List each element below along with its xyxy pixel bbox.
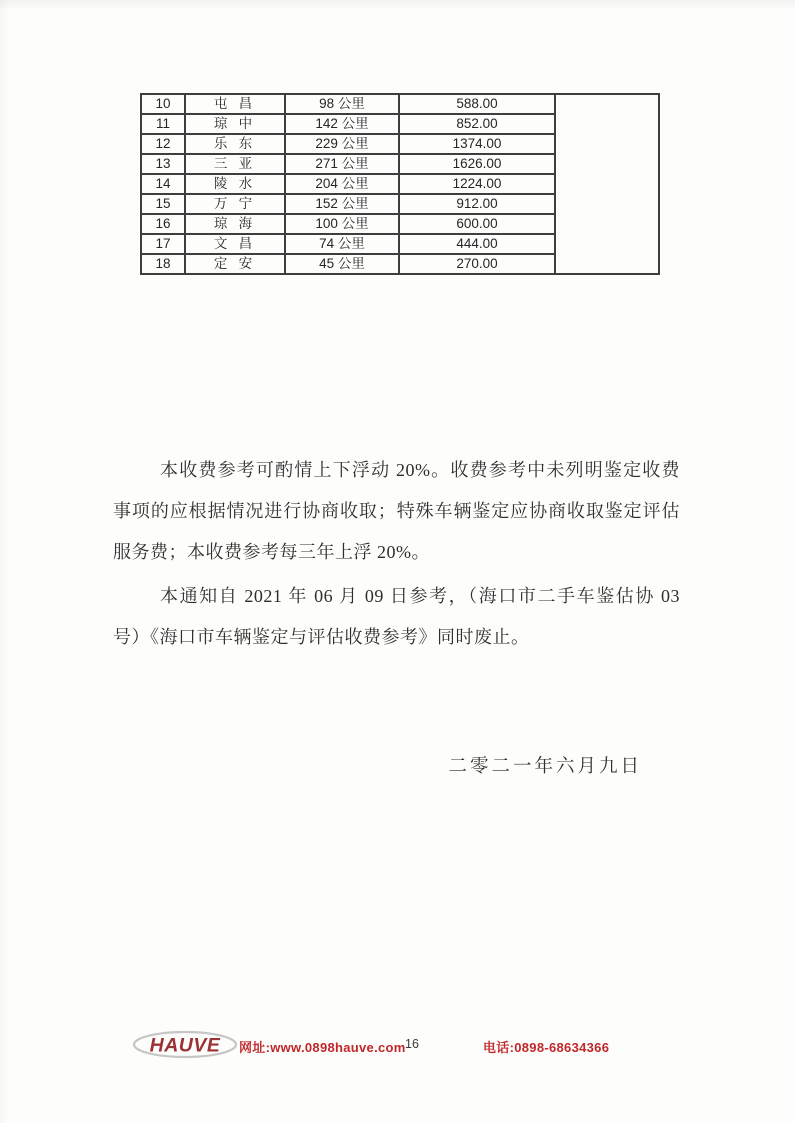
destination-name: 琼 中 <box>185 114 285 134</box>
footer-website: 网址:www.0898hauve.com <box>239 1040 406 1055</box>
destination-name: 陵 水 <box>185 174 285 194</box>
distance-value: 142 公里 <box>285 114 399 134</box>
row-number: 10 <box>141 94 185 114</box>
distance-value: 98 公里 <box>285 94 399 114</box>
row-number: 16 <box>141 214 185 234</box>
fee-value: 588.00 <box>399 94 555 114</box>
paragraph-fee-adjustment: 本收费参考可酌情上下浮动 20%。收费参考中未列明鉴定收费事项的应根据情况进行协商收取；特殊车辆鉴定应协商收取鉴定评估服务费；本收费参考每三年上浮 20%。 <box>113 460 680 562</box>
distance-value: 45 公里 <box>285 254 399 274</box>
footer-phone: 电话:0898-68634366 <box>483 1040 610 1055</box>
row-number: 13 <box>141 154 185 174</box>
logo-text: HAUVE <box>149 1034 221 1057</box>
row-number: 14 <box>141 174 185 194</box>
destination-name: 乐 东 <box>185 134 285 154</box>
distance-value: 229 公里 <box>285 134 399 154</box>
fee-value: 852.00 <box>399 114 555 134</box>
paragraph-notice-supersede: 本通知自 2021 年 06 月 09 日参考，（海口市二手车鉴估协 03 号）《海口市车辆鉴定与评估收费参考》同时废止。 <box>113 586 680 647</box>
fee-value: 600.00 <box>399 214 555 234</box>
destination-name: 琼 海 <box>185 214 285 234</box>
distance-value: 74 公里 <box>285 234 399 254</box>
page-number: 16 <box>405 1037 419 1051</box>
fee-value: 1374.00 <box>399 134 555 154</box>
row-number: 12 <box>141 134 185 154</box>
page-footer <box>0 1028 795 1062</box>
empty-cell <box>555 94 659 274</box>
distance-value: 204 公里 <box>285 174 399 194</box>
row-number: 17 <box>141 234 185 254</box>
fee-value: 1626.00 <box>399 154 555 174</box>
distance-value: 100 公里 <box>285 214 399 234</box>
destination-name: 屯 昌 <box>185 94 285 114</box>
hauve-logo <box>132 1029 238 1060</box>
distance-value: 271 公里 <box>285 154 399 174</box>
distance-value: 152 公里 <box>285 194 399 214</box>
fee-value: 270.00 <box>399 254 555 274</box>
destination-name: 三 亚 <box>185 154 285 174</box>
destination-name: 文 昌 <box>185 234 285 254</box>
fee-value: 444.00 <box>399 234 555 254</box>
destination-name: 万 宁 <box>185 194 285 214</box>
row-number: 11 <box>141 114 185 134</box>
table-row <box>141 94 659 114</box>
row-number: 18 <box>141 254 185 274</box>
row-number: 15 <box>141 194 185 214</box>
signature-date: 二零二一年六月九日 <box>448 757 642 777</box>
destination-name: 定 安 <box>185 254 285 274</box>
fee-value: 912.00 <box>399 194 555 214</box>
fee-table <box>140 93 660 275</box>
fee-value: 1224.00 <box>399 174 555 194</box>
